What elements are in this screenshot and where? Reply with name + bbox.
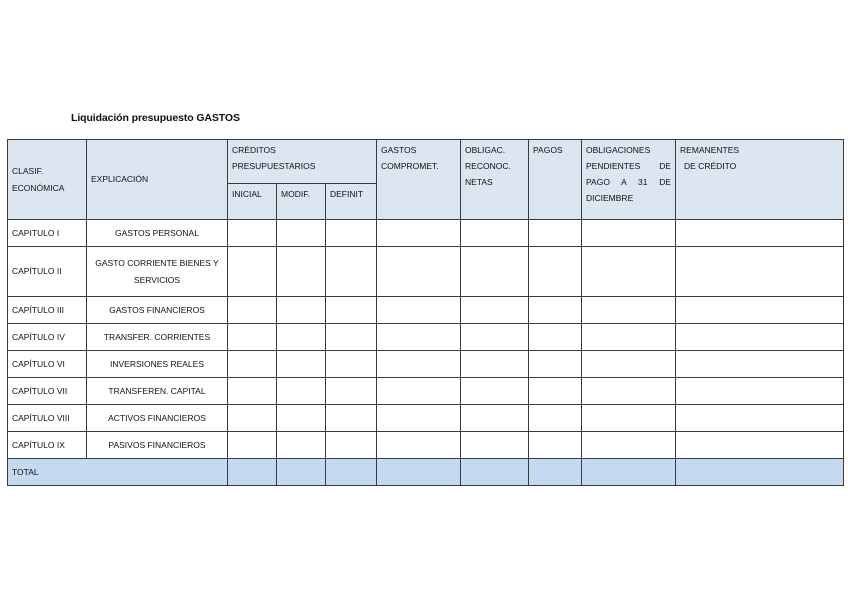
table-row — [8, 405, 844, 432]
explicacion-cell: PASIVOS FINANCIEROS — [87, 432, 228, 459]
explicacion-cell: INVERSIONES REALES — [87, 351, 228, 378]
header-clasif: CLASIF. ECONÓMICA — [8, 140, 87, 220]
table-row — [8, 220, 844, 247]
explicacion-cell: GASTOS PERSONAL — [87, 220, 228, 247]
capitulo-cell: CAPÍTULO IV — [8, 324, 87, 351]
header-pendientes: OBLIGACIONES PENDIENTES DE PAGO A 31 DE DICIEMBRE — [582, 140, 676, 220]
table-row — [8, 324, 844, 351]
gastos-table — [7, 139, 844, 486]
capitulo-cell: CAPÍTULO III — [8, 297, 87, 324]
header-obligaciones-netas: OBLIGAC. RECONOC. NETAS — [461, 140, 529, 220]
table-row — [8, 351, 844, 378]
header-remanentes: REMANENTES DE CRÉDITO — [676, 140, 844, 220]
table-row — [8, 297, 844, 324]
capitulo-cell: CAPÍTULO VI — [8, 351, 87, 378]
header-modif: MODIF. — [277, 184, 326, 220]
document-title: Liquidación presupuesto GASTOS — [71, 112, 240, 124]
capitulo-cell: CAPÍTULO VII — [8, 378, 87, 405]
header-pagos: PAGOS — [529, 140, 582, 220]
capitulo-cell: CAPITULO I — [8, 220, 87, 247]
table-row — [8, 247, 844, 297]
header-creditos: CRÉDITOS PRESUPUESTARIOS — [228, 140, 377, 184]
capitulo-cell: CAPÍTULO IX — [8, 432, 87, 459]
capitulo-cell: CAPÍTULO II — [8, 247, 87, 297]
header-explicacion: EXPLICACIÓN — [87, 140, 228, 220]
explicacion-cell: ACTIVOS FINANCIEROS — [87, 405, 228, 432]
total-label: TOTAL — [8, 459, 228, 486]
explicacion-cell: GASTOS FINANCIEROS — [87, 297, 228, 324]
explicacion-cell: TRANSFEREN. CAPITAL — [87, 378, 228, 405]
table-row — [8, 432, 844, 459]
header-gastos-comprometidos: GASTOS COMPROMET. — [377, 140, 461, 220]
explicacion-cell: GASTO CORRIENTE BIENES Y SERVICIOS — [87, 247, 228, 297]
total-row — [8, 459, 844, 486]
table-row — [8, 378, 844, 405]
header-inicial: INICIAL — [228, 184, 277, 220]
header-definit: DEFINIT — [326, 184, 377, 220]
explicacion-cell: TRANSFER. CORRIENTES — [87, 324, 228, 351]
capitulo-cell: CAPÍTULO VIII — [8, 405, 87, 432]
